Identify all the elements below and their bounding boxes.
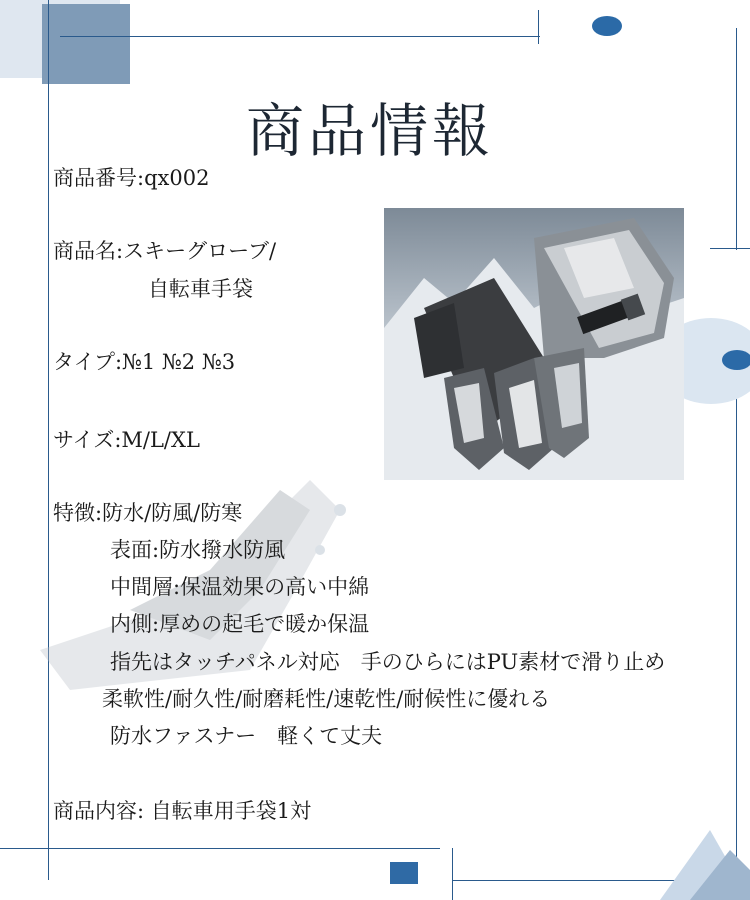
feature-middle-layer: 中間層:保温効果の高い中綿 bbox=[110, 575, 370, 599]
frame-top-tick bbox=[538, 10, 539, 44]
feature-durability: 柔軟性/耐久性/耐磨耗性/速乾性/耐候性に優れる bbox=[102, 687, 551, 711]
decorative-triangles bbox=[640, 800, 750, 900]
corner-square-front bbox=[42, 4, 130, 84]
package-contents: 商品内容: 自転車用手袋1対 bbox=[53, 799, 312, 823]
accent-square-bottom bbox=[390, 862, 418, 884]
product-type: タイプ:№1 №2 №3 bbox=[53, 350, 236, 374]
feature-zipper: 防水ファスナー 軽くて丈夫 bbox=[110, 724, 383, 748]
product-number: 商品番号:qx002 bbox=[53, 166, 210, 190]
frame-bottom-line bbox=[0, 848, 440, 849]
feature-heading: 特徴:防水/防風/防寒 bbox=[53, 501, 243, 525]
product-size: サイズ:M/L/XL bbox=[53, 428, 200, 452]
product-name: 商品名:スキーグローブ/ bbox=[53, 239, 277, 263]
frame-top-line bbox=[60, 36, 540, 37]
accent-dot-right bbox=[722, 350, 750, 370]
accent-dot-top bbox=[592, 16, 622, 36]
feature-inner: 内側:厚めの起毛で暖か保温 bbox=[110, 612, 370, 636]
glove-product-image bbox=[384, 208, 684, 480]
frame-bottom-tick bbox=[452, 848, 453, 900]
frame-right-tick bbox=[710, 248, 750, 249]
feature-touch: 指先はタッチパネル対応 手のひらにはPU素材で滑り止め bbox=[110, 650, 666, 674]
feature-surface: 表面:防水撥水防風 bbox=[110, 538, 286, 562]
page-title: 商品情報 bbox=[245, 97, 494, 165]
product-name-cont: 自転車手袋 bbox=[148, 277, 253, 301]
